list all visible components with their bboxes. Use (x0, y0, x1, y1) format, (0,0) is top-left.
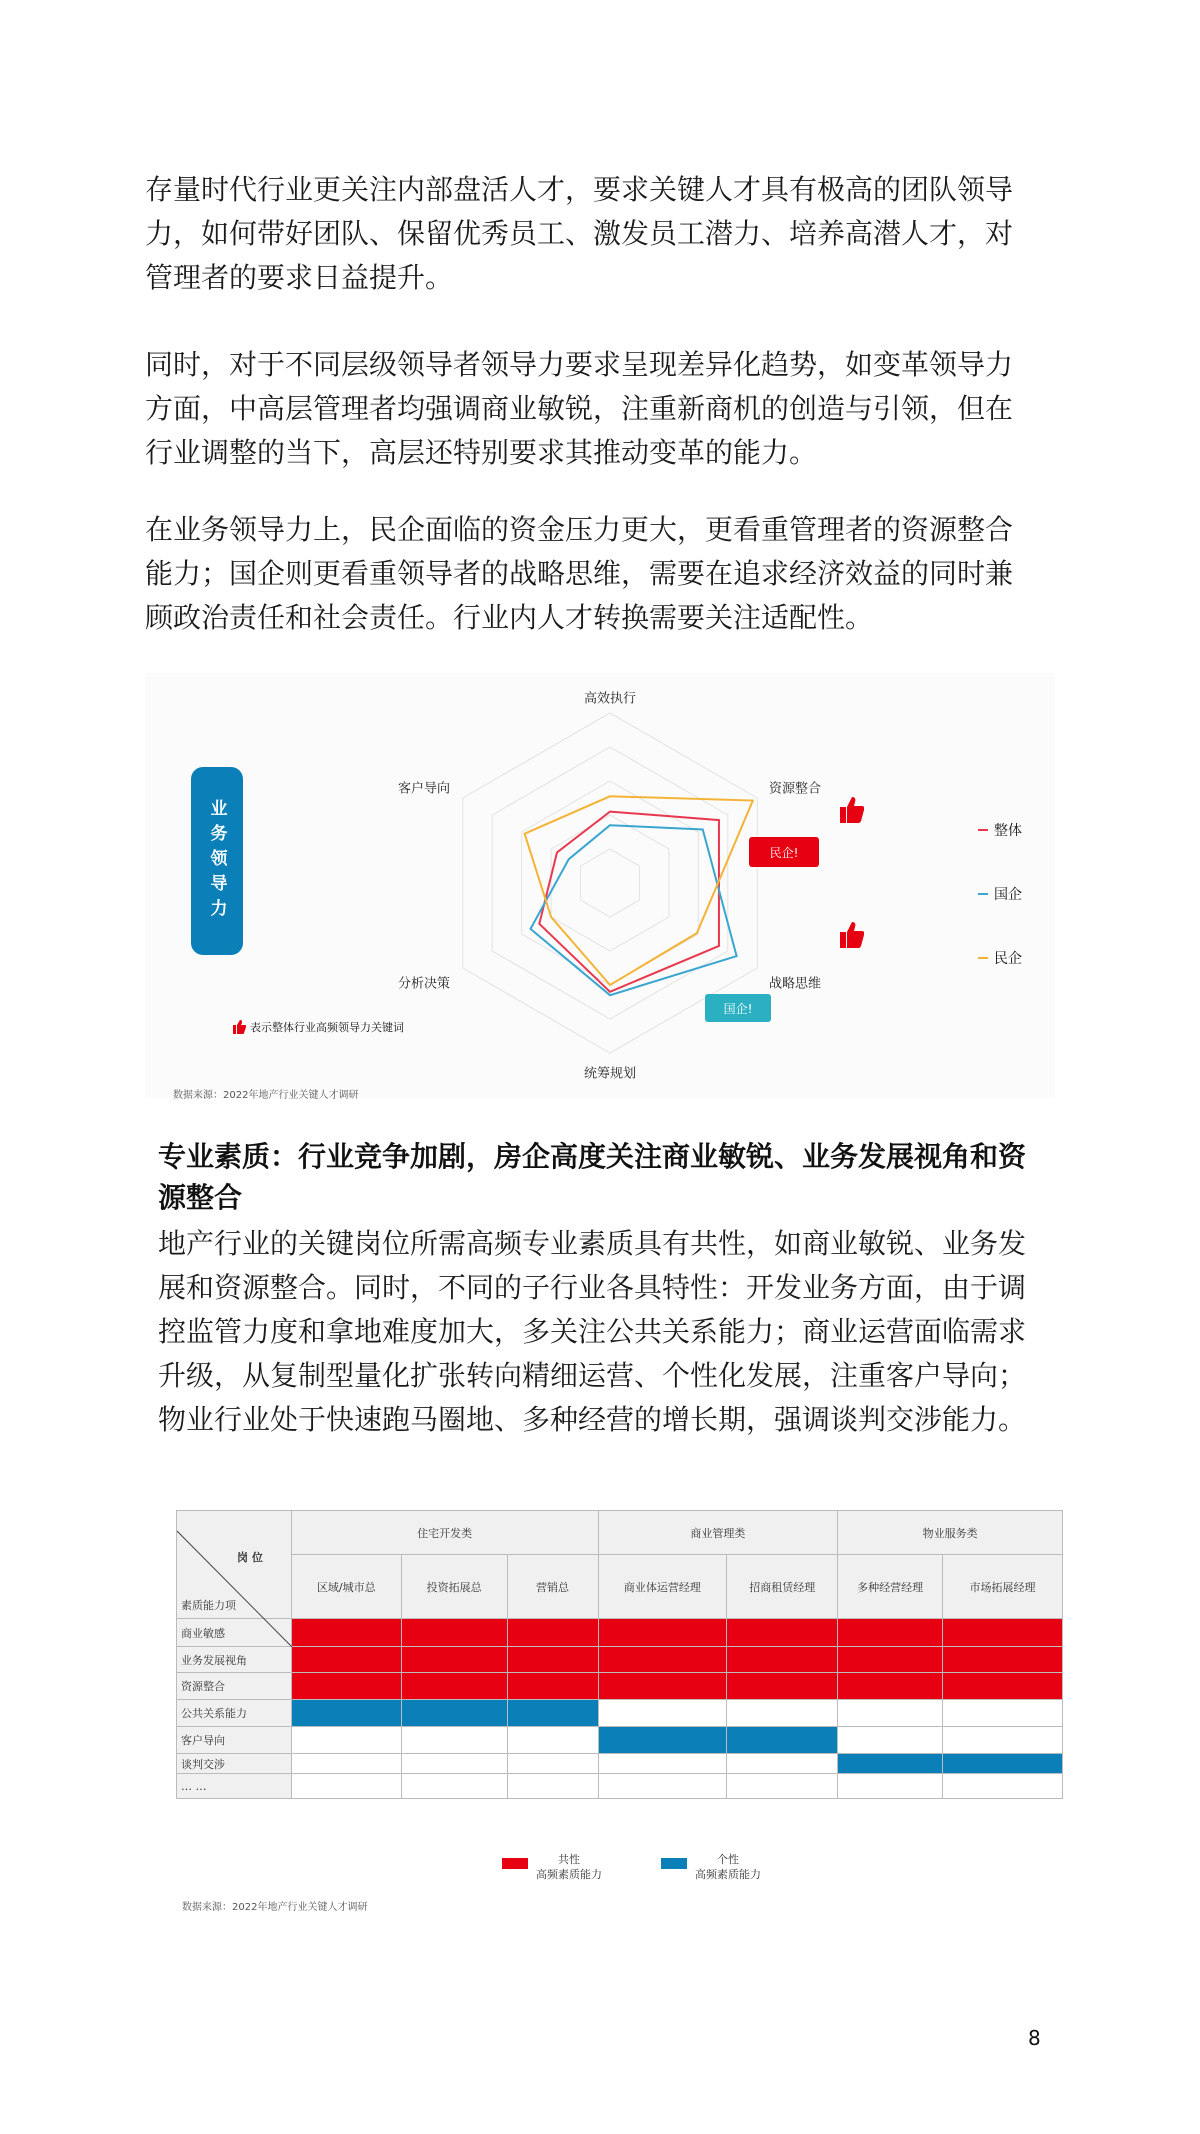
section-heading (158, 1136, 1058, 1218)
competency-cell (598, 1647, 727, 1673)
page-number: 8 (1028, 2026, 1041, 2050)
competency-cell (598, 1727, 727, 1754)
competency-cell (727, 1727, 838, 1754)
paragraph-line: 能力；国企则更看重领导者的战略思维，需要在追求经济效益的同时兼 (145, 557, 1014, 590)
paragraph-line: 地产行业的关键岗位所需高频专业素质具有共性，如商业敏锐、业务发 (158, 1227, 1027, 1260)
legend-label: 国企 (994, 887, 1022, 903)
competency-cell (507, 1673, 598, 1700)
competency-cell (838, 1619, 943, 1647)
radar-note: 表示整体行业高频领导力关键词 (250, 1021, 404, 1034)
legend-item (978, 884, 1022, 904)
legend-line2: 高频素质能力 (695, 1868, 761, 1881)
competency-cell (291, 1727, 401, 1754)
column-header: 招商租赁经理 (727, 1555, 838, 1619)
competency-cell (943, 1647, 1063, 1673)
business-leadership-pill: 业务领导力 (191, 767, 243, 955)
table-row (177, 1673, 1063, 1700)
paragraph-line: 控监管力度和拿地难度加大，多关注公共关系能力；商业运营面临需求 (158, 1315, 1027, 1348)
competency-cell (598, 1754, 727, 1774)
competency-cell (507, 1774, 598, 1799)
group-header: 物业服务类 (838, 1511, 1063, 1555)
row-header: 客户导向 (177, 1727, 292, 1754)
competency-cell (507, 1619, 598, 1647)
paragraph-line: 升级，从复制型量化扩张转向精细运营、个性化发展，注重客户导向； (158, 1359, 1027, 1392)
competency-cell (727, 1754, 838, 1774)
competency-cell (838, 1700, 943, 1727)
competency-cell (291, 1647, 401, 1673)
corner-bottom: 素质能力项 (181, 1599, 236, 1612)
competency-cell (727, 1774, 838, 1799)
competency-cell (943, 1673, 1063, 1700)
competency-cell (291, 1700, 401, 1727)
competency-cell (291, 1774, 401, 1799)
legend-label: 民企 (994, 951, 1022, 967)
thumbs-up-icon (838, 795, 864, 825)
paragraph-line: 在业务领导力上，民企面临的资金压力更大，更看重管理者的资源整合 (145, 513, 1014, 546)
legend-line2: 高频素质能力 (536, 1868, 602, 1881)
column-header: 营销总 (507, 1555, 598, 1619)
competency-cell (943, 1700, 1063, 1727)
row-header: 资源整合 (177, 1673, 292, 1700)
column-header: 市场拓展经理 (943, 1555, 1063, 1619)
legend-swatch (978, 829, 988, 831)
competency-cell (727, 1673, 838, 1700)
group-header: 商业管理类 (598, 1511, 838, 1555)
competency-cell (943, 1727, 1063, 1754)
legend-swatch (978, 957, 988, 959)
row-header: 业务发展视角 (177, 1647, 292, 1673)
heading-line: 专业素质：行业竞争加剧，房企高度关注商业敏锐、业务发展视角和资 (158, 1140, 1027, 1173)
competency-cell (598, 1619, 727, 1647)
legend-line1: 个性 (717, 1853, 739, 1866)
radar-series-整体 (539, 812, 719, 992)
competency-cell (727, 1700, 838, 1727)
column-header: 区域/城市总 (291, 1555, 401, 1619)
competency-cell (507, 1700, 598, 1727)
table-row (177, 1647, 1063, 1673)
competency-cell (943, 1774, 1063, 1799)
section-body (158, 1222, 1078, 1442)
competency-cell (507, 1754, 598, 1774)
paragraph-line: 方面，中高层管理者均强调商业敏锐，注重新商机的创造与引领，但在 (145, 392, 1014, 425)
paragraph-line: 管理者的要求日益提升。 (145, 261, 454, 294)
table-row (177, 1727, 1063, 1754)
competency-cell (401, 1754, 507, 1774)
competency-cell (598, 1774, 727, 1799)
column-header: 商业体运营经理 (598, 1555, 727, 1619)
paragraph-line: 存量时代行业更关注内部盘活人才，要求关键人才具有极高的团队领导 (145, 173, 1014, 206)
competency-cell (838, 1774, 943, 1799)
competency-cell (727, 1619, 838, 1647)
competency-cell (401, 1727, 507, 1754)
corner-cell (177, 1511, 292, 1619)
competency-table (176, 1510, 1063, 1799)
competency-cell (291, 1673, 401, 1700)
competency-cell (507, 1647, 598, 1673)
radar-ring (492, 747, 728, 1019)
competency-cell (401, 1647, 507, 1673)
radar-axis-label: 战略思维 (768, 976, 822, 992)
column-header: 投资拓展总 (401, 1555, 507, 1619)
competency-cell (943, 1619, 1063, 1647)
radar-axis-label: 资源整合 (768, 781, 822, 797)
competency-cell (838, 1754, 943, 1774)
competency-cell (401, 1619, 507, 1647)
legend-item (529, 1852, 609, 1882)
table-row (177, 1774, 1063, 1799)
private-callout: 民企! (749, 837, 819, 867)
legend-swatch (661, 1858, 687, 1869)
row-header: … … (177, 1774, 292, 1799)
radar-ring (551, 815, 669, 951)
competency-cell (401, 1673, 507, 1700)
legend-swatch (978, 893, 988, 895)
row-header: 谈判交涉 (177, 1754, 292, 1774)
corner-top: 岗 位 (237, 1551, 263, 1564)
competency-cell (838, 1673, 943, 1700)
legend-label: 整体 (994, 823, 1022, 839)
competency-cell (727, 1647, 838, 1673)
competency-cell (401, 1700, 507, 1727)
group-header: 住宅开发类 (291, 1511, 598, 1555)
paragraph-line: 顾政治责任和社会责任。行业内人才转换需要关注适配性。 (145, 601, 874, 634)
competency-cell (401, 1774, 507, 1799)
competency-cell (943, 1754, 1063, 1774)
radar-axis-label: 分析决策 (397, 976, 451, 992)
column-header: 多种经营经理 (838, 1555, 943, 1619)
heading-line: 源整合 (158, 1181, 243, 1214)
radar-axis-label: 高效执行 (583, 691, 637, 707)
legend-line1: 共性 (558, 1853, 580, 1866)
thumbs-up-icon (838, 920, 864, 950)
legend-item (978, 948, 1022, 968)
state-callout: 国企! (705, 994, 771, 1022)
diagonal-line (177, 1511, 292, 1647)
paragraph-line: 展和资源整合。同时，不同的子行业各具特性：开发业务方面，由于调 (158, 1271, 1027, 1304)
row-header: 商业敏感 (177, 1619, 292, 1647)
competency-cell (598, 1700, 727, 1727)
table-row (177, 1619, 1063, 1647)
competency-cell (507, 1727, 598, 1754)
radar-axis-label: 客户导向 (397, 781, 451, 797)
competency-cell (838, 1727, 943, 1754)
legend-swatch (502, 1858, 528, 1869)
table-row (177, 1754, 1063, 1774)
legend-item (688, 1852, 768, 1882)
radar-axis-label: 统筹规划 (583, 1066, 637, 1082)
radar-ring (581, 849, 640, 917)
paragraph-line: 物业行业处于快速跑马圈地、多种经营的增长期，强调谈判交涉能力。 (158, 1403, 1027, 1436)
row-header: 公共关系能力 (177, 1700, 292, 1727)
competency-cell (598, 1673, 727, 1700)
competency-cell (291, 1619, 401, 1647)
table-row (177, 1700, 1063, 1727)
competency-cell (291, 1754, 401, 1774)
table-source: 数据来源：2022年地产行业关键人才调研 (182, 1902, 368, 1913)
radar-source: 数据来源：2022年地产行业关键人才调研 (173, 1090, 359, 1101)
legend-item (978, 820, 1022, 840)
paragraph-line: 同时，对于不同层级领导者领导力要求呈现差异化趋势，如变革领导力 (145, 348, 1014, 381)
thumbs-up-icon (232, 1019, 246, 1035)
paragraph-line: 力，如何带好团队、保留优秀员工、激发员工潜力、培养高潜人才，对 (145, 217, 1014, 250)
paragraph-line: 行业调整的当下，高层还特别要求其推动变革的能力。 (145, 436, 818, 469)
competency-cell (838, 1647, 943, 1673)
